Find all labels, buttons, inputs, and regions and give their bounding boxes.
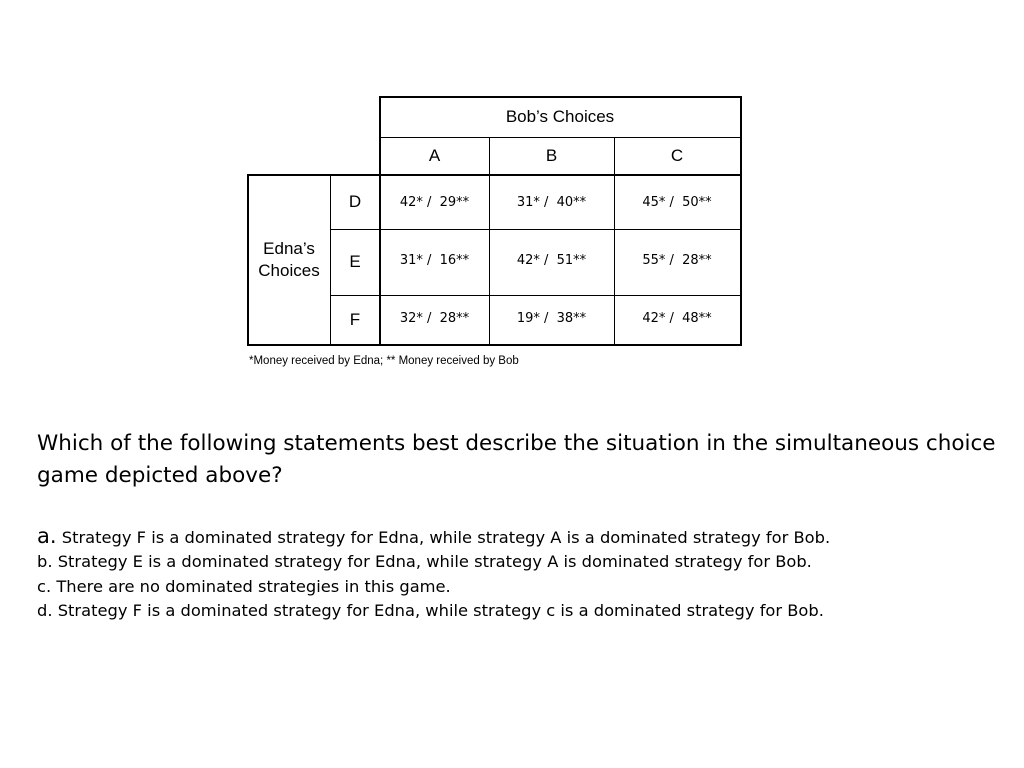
table-rule-col-a — [489, 137, 490, 345]
edna-choices-header: Edna’s Choices — [248, 175, 330, 345]
bob-choices-header: Bob’s Choices — [380, 97, 740, 137]
payoff-cell-d-a: 42* / 29** — [380, 175, 489, 229]
table-rule-row-d — [330, 229, 741, 230]
row-label-e: E — [330, 229, 380, 295]
row-label-d: D — [330, 175, 380, 229]
table-border-top — [379, 96, 742, 98]
table-footnote: *Money received by Edna; ** Money received by Bob — [249, 355, 519, 367]
option-letter: d. — [37, 600, 53, 620]
option-c — [37, 575, 1022, 599]
option-text: Strategy F is a dominated strategy for Edna, while strategy A is a dominated strategy for Bob. — [61, 528, 831, 547]
table-border-left — [247, 174, 249, 346]
row-label-f: F — [330, 295, 380, 345]
option-letter: a. — [37, 524, 57, 548]
payoff-cell-d-b: 31* / 40** — [489, 175, 614, 229]
option-letter: c. — [37, 576, 52, 596]
column-header-a: A — [380, 137, 489, 175]
table-rule-header — [380, 137, 741, 138]
option-text: There are no dominated strategies in this game. — [56, 576, 451, 596]
payoff-cell-e-a: 31* / 16** — [380, 229, 489, 295]
option-letter: b. — [37, 552, 53, 572]
option-a — [37, 524, 1022, 550]
payoff-cell-e-c: 55* / 28** — [614, 229, 740, 295]
option-text: Strategy E is a dominated strategy for Edna, while strategy A is dominated strategy for Bob. — [57, 552, 812, 572]
table-border-right — [740, 96, 742, 346]
payoff-cell-f-c: 42* / 48** — [614, 295, 740, 345]
table-border-bottom — [247, 344, 742, 346]
table-rule-row-e — [330, 295, 741, 296]
column-header-b: B — [489, 137, 614, 175]
payoff-cell-f-b: 19* / 38** — [489, 295, 614, 345]
option-d — [37, 599, 1022, 623]
payoff-cell-f-a: 32* / 28** — [380, 295, 489, 345]
table-rule-columns — [247, 174, 742, 176]
table-rule-col-b — [614, 137, 615, 345]
answer-options — [37, 524, 1022, 623]
payoff-cell-d-c: 45* / 50** — [614, 175, 740, 229]
option-b — [37, 550, 1022, 574]
question-text: Which of the following statements best describe the situation in the simultaneous choice game depicted above? — [37, 431, 996, 488]
option-text: Strategy F is a dominated strategy for Edna, while strategy c is a dominated strategy for Bob. — [57, 600, 824, 620]
table-rule-group-col — [330, 174, 331, 345]
column-header-c: C — [614, 137, 740, 175]
payoff-cell-e-b: 42* / 51** — [489, 229, 614, 295]
table-rule-label-col — [379, 96, 381, 346]
